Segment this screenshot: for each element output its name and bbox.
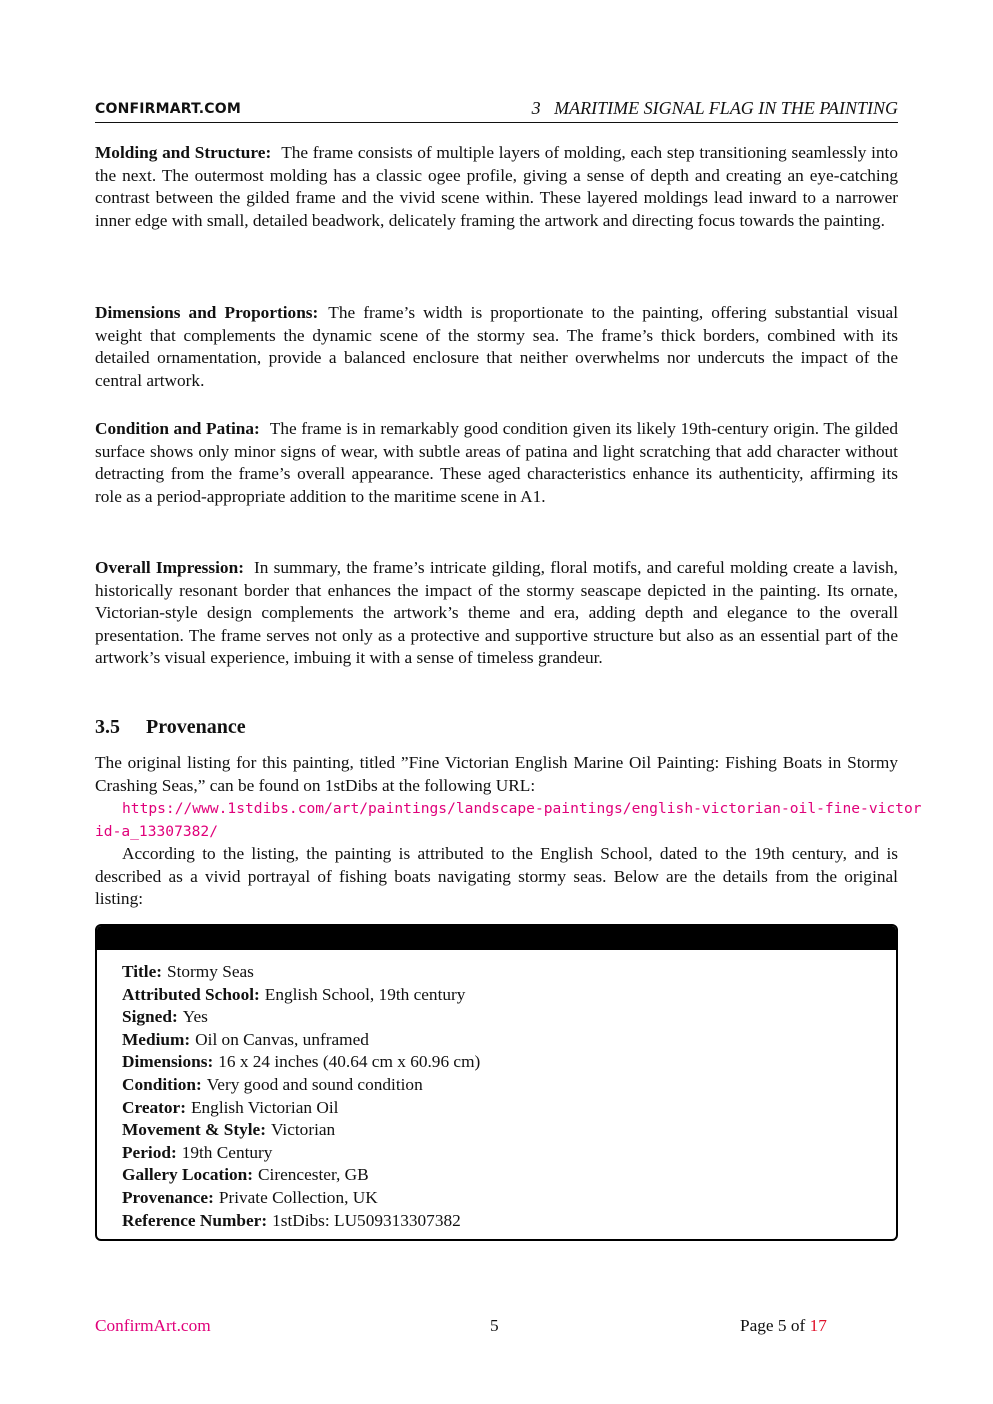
details-row xyxy=(122,1051,480,1074)
details-label: Signed: xyxy=(122,1007,178,1027)
page-count-prefix: Page 5 of xyxy=(740,1316,806,1335)
details-label: Creator: xyxy=(122,1097,186,1117)
details-value: 19th Century xyxy=(181,1142,273,1162)
details-value: Victorian xyxy=(270,1120,336,1140)
section-running-title: 3 MARITIME SIGNAL FLAG IN THE PAINTING xyxy=(531,98,898,118)
details-value: English Victorian Oil xyxy=(190,1097,339,1117)
footer-page-count xyxy=(740,1316,827,1336)
details-row xyxy=(122,961,480,984)
details-row xyxy=(122,1187,480,1210)
details-label: Period: xyxy=(122,1142,177,1162)
paragraph-lead: Overall Impression: xyxy=(95,558,244,577)
footer-site-link[interactable]: ConfirmArt.com xyxy=(95,1316,211,1335)
paragraph-condition xyxy=(95,418,898,508)
details-value: Yes xyxy=(182,1007,208,1027)
details-row xyxy=(122,1119,480,1142)
paragraph-impression xyxy=(95,557,898,670)
details-list xyxy=(122,961,480,1232)
details-label: Movement & Style: xyxy=(122,1120,266,1140)
running-header xyxy=(95,98,898,123)
details-row xyxy=(122,1164,480,1187)
url-line-2[interactable]: id-a_13307382/ xyxy=(95,822,219,840)
details-value: Oil on Canvas, unframed xyxy=(195,1029,369,1049)
listing-url-link[interactable] xyxy=(95,798,993,843)
details-value: Very good and sound condition xyxy=(206,1074,423,1094)
details-label: Condition: xyxy=(122,1074,202,1094)
details-row xyxy=(122,1074,480,1097)
paragraph-dimensions xyxy=(95,302,898,392)
details-value: 1stDibs: LU509313307382 xyxy=(272,1210,461,1230)
paragraph-text: In summary, the frame’s intricate gilding, floral motifs, and careful molding create a lavish, historically resonant border that enhances the impact of the stormy seascape depicted in the painting. Its ornate, Victorian-style design complements the artwork’s theme and era, adding depth and elegance to the overall presentation. The frame serves not only as a protective and supportive structure but also as an essential part of the artwork’s visual experience, imbuing it with a sense of timeless grandeur. xyxy=(95,558,898,668)
page-count-total[interactable]: 17 xyxy=(809,1316,827,1335)
details-label: Gallery Location: xyxy=(122,1165,254,1185)
subsection-number: 3.5 xyxy=(95,716,120,738)
paragraph-molding xyxy=(95,142,898,232)
details-label: Attributed School: xyxy=(122,984,260,1004)
paragraph-lead: Condition and Patina: xyxy=(95,419,260,438)
subsection-heading xyxy=(95,716,246,739)
details-row xyxy=(122,984,480,1007)
details-row xyxy=(122,1006,480,1029)
details-box-header-bar xyxy=(97,926,896,950)
subsection-title: Provenance xyxy=(146,716,246,738)
details-value: Stormy Seas xyxy=(167,962,254,981)
paragraph-text: The frame consists of multiple layers of molding, each step transitioning seamlessly into the next. The outermost molding has a classic ogee profile, giving a sense of depth and creating an eye-catching contrast between the gilded frame and the vivid scene within. These layered moldings lead inward to a narrower inner edge with small, detailed beadwork, delicately framing the artwork and directing focus towards the painting. xyxy=(95,143,898,230)
details-label: Medium: xyxy=(122,1029,191,1049)
url-line-1[interactable]: https://www.1stdibs.com/art/paintings/landscape-paintings/english-victorian-oil-fine-victor xyxy=(122,800,922,817)
details-value: 16 x 24 inches (40.64 cm x 60.96 cm) xyxy=(218,1052,481,1072)
details-label: Dimensions: xyxy=(122,1052,214,1072)
provenance-intro: The original listing for this painting, titled ”Fine Victorian English Marine Oil Painting: Fishing Boats in Stormy Crashing Seas,” can be found on 1stDibs at the following URL: xyxy=(95,753,898,795)
provenance-followup: According to the listing, the painting is attributed to the English School, dated to the 19th century, and is described as a vivid portrayal of fishing boats navigating stormy seas. Below are the details from the original listing: xyxy=(95,844,898,909)
site-logo: CONFIRMART.COM xyxy=(95,101,242,117)
listing-details-box xyxy=(95,924,898,1241)
details-label: Reference Number: xyxy=(122,1210,268,1230)
details-value: English School, 19th century xyxy=(264,984,466,1004)
details-row xyxy=(122,1029,480,1052)
paragraph-text: The frame is in remarkably good condition given its likely 19th-century origin. The gilded surface shows only minor signs of wear, with subtle areas of patina and light scratching that add character without detracting from the frame’s overall appearance. These aged characteristics enhance its authenticity, affirming its role as a period-appropriate addition to the maritime scene in A1. xyxy=(95,419,898,506)
details-row xyxy=(122,1142,480,1165)
footer-page-number: 5 xyxy=(490,1316,499,1335)
details-label: Provenance: xyxy=(122,1187,214,1207)
details-label: Title: xyxy=(122,962,162,981)
details-value: Private Collection, UK xyxy=(218,1187,378,1207)
details-row xyxy=(122,1097,480,1120)
paragraph-text: The frame’s width is proportionate to the painting, offering substantial visual weight that complements the dynamic scene of the stormy sea. The frame’s thick borders, combined with its detailed ornamentation, provide a balanced enclosure that neither overwhelms nor undercuts the impact of the central artwork. xyxy=(95,303,898,390)
paragraph-lead: Molding and Structure: xyxy=(95,143,272,162)
details-value: Cirencester, GB xyxy=(258,1165,369,1185)
details-row xyxy=(122,1210,480,1233)
paragraph-lead: Dimensions and Proportions: xyxy=(95,303,319,322)
